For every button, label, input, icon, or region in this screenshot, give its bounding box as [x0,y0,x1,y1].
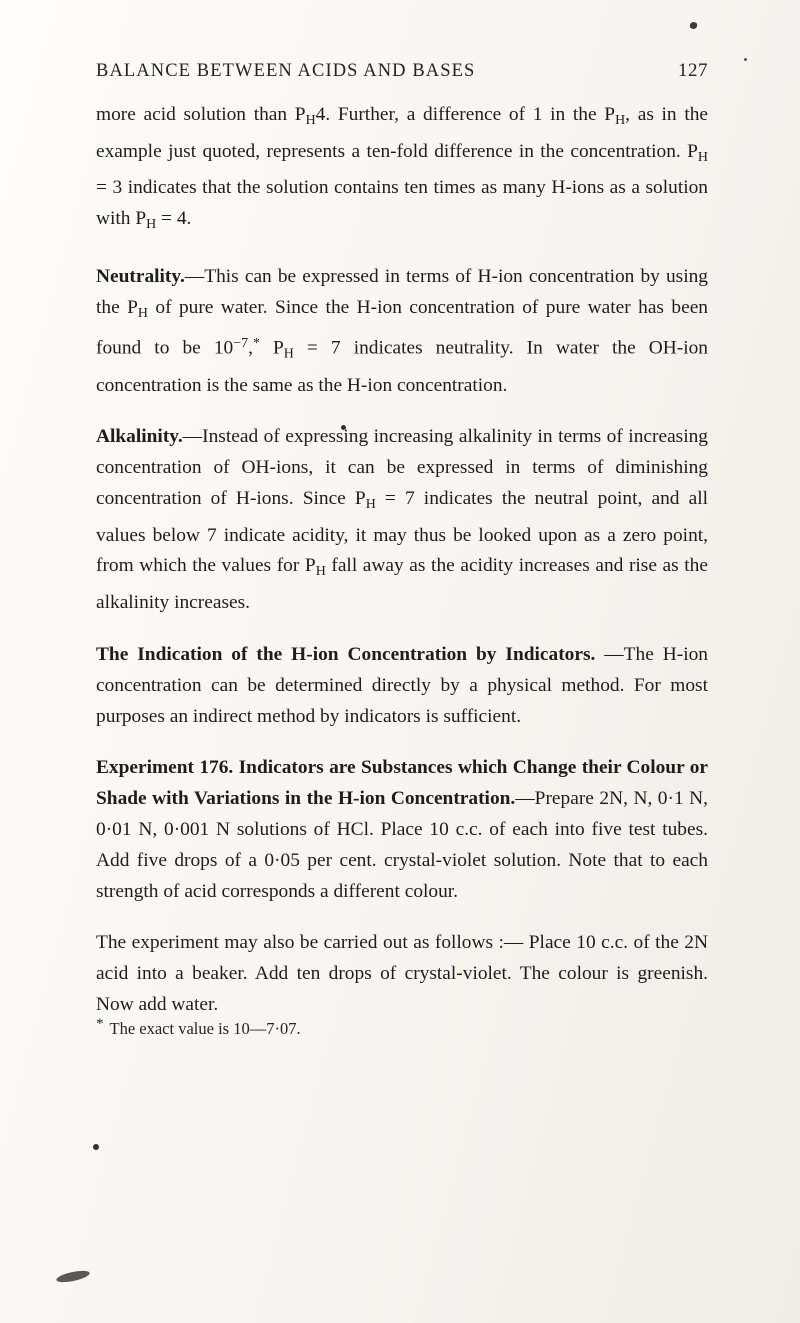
page-smudge [55,1269,90,1285]
running-head-title: BALANCE BETWEEN ACIDS AND BASES [96,61,476,81]
body-text [96,100,708,1021]
footnote [96,1013,708,1040]
paragraph: Experiment 176. Indicators are Substances which Change their Colour or Shade with Variations in the H-ion Concentration.—Prepare 2N, N, 0·1 N, 0·01 N, 0·001 N solutions of HCl. Place 10 c.c. of each into five test tubes. Add five drops of a 0·05 per cent. crystal-violet solution. Note that to each strength of acid corresponds a different colour. [96,757,708,902]
paragraph: Neutrality.—This can be expressed in terms of H-ion concentration by using the $P_H$ of pure water. Since the H-ion concentration of pure water has been found to be $10^{-7},^*$ $P_H = 7$ indicates neutrality. In water the OH-ion concentration is the same as the H-ion concentration. [96,265,708,396]
print-speck [689,21,698,30]
paragraph: The experiment may also be carried out as follows :— Place 10 c.c. of the 2N acid into a beaker. Add ten drops of crystal-violet. The colour is greenish. Now add water. [96,932,708,1015]
paragraph: Alkalinity.—Instead of expressing increasing alkalinity in terms of increasing concentration of OH-ions, it can be expressed in terms of diminishing concentration of H-ions. Since $P_H = 7$ indicates the neutral point, and all values below 7 indicate acidity, it may thus be looked upon as a zero point, from which the values for $P_H$ fall away as the acidity increases and rise as the alkalinity increases. [96,426,708,614]
print-speck [744,58,747,61]
footnote-text: The exact value is 10—7·07. [109,1019,301,1038]
print-speck [93,1144,99,1150]
paragraph: The Indication of the H-ion Concentration by Indicators. —The H-ion concentration can be determined directly by a physical method. For most purposes an indirect method by indicators is sufficient. [96,643,708,727]
page-number: 127 [678,60,708,81]
running-head [96,60,708,82]
footnote-marker: * [96,1016,104,1032]
paragraph: more acid solution than $P_H4$. Further, a difference of 1 in the $P_H$, as in the example just quoted, represents a ten-fold difference in the concentration. $P_H = 3$ indicates that the solution contains ten times as many H-ions as a solution with $P_H = 4$. [96,104,709,233]
